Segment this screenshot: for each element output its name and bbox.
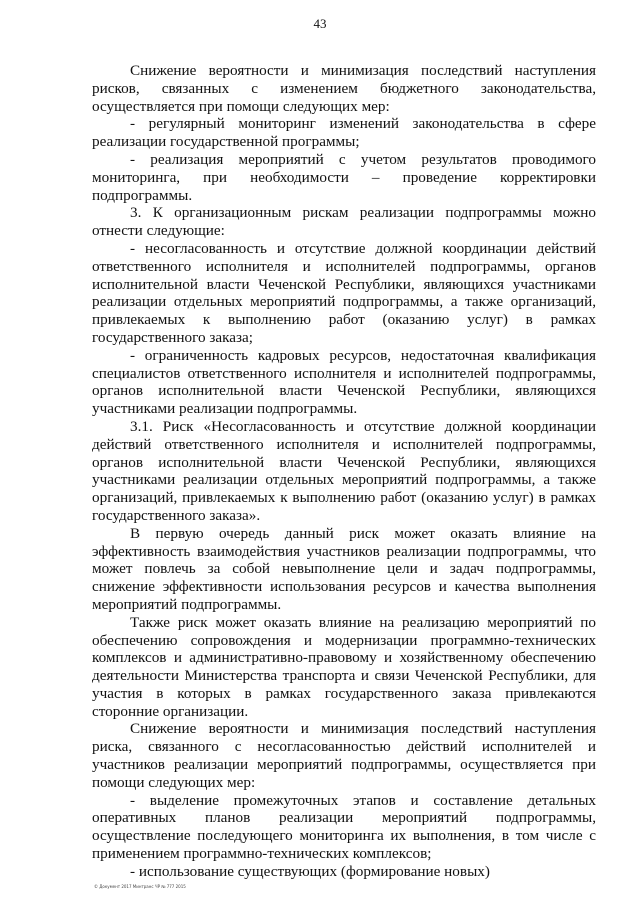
list-item: - выделение промежуточных этапов и составление детальных оперативных планов реализации мероприятий подпрограммы, осуществление последующего мониторинга их выполнения, в том числе с применением программно-технических комплексов;: [92, 791, 596, 863]
list-item: - ограниченность кадровых ресурсов, недостаточная квалификация специалистов ответственного исполнителя и исполнителей подпрограммы, органов исполнительной власти Чеченской Республики, являющихся участниками реализации подпрограммы.: [92, 346, 596, 418]
list-item: - регулярный мониторинг изменений законодательства в сфере реализации государственной программы;: [92, 115, 596, 151]
document-footer: © Документ 2017 Минтранс ЧР № 777 2015: [94, 884, 186, 889]
list-item: - использование существующих (формирование новых): [130, 862, 490, 880]
paragraph: Снижение вероятности и минимизация последствий наступления рисков, связанных с изменением бюджетного законодательства, осуществляется при помощи следующих мер:: [92, 62, 596, 115]
paragraph: 3.1. Риск «Несогласованность и отсутствие должной координации действий ответственного исполнителя и исполнителей подпрограммы, органов исполнительной власти Чеченской Республики, являющихся участниками реализации отдельных мероприятий подпрограммы, а также организаций, привлекаемых к выполнению работ (оказанию услуг) в рамках государственного заказа».: [92, 417, 596, 524]
paragraph: В первую очередь данный риск может оказать влияние на эффективность взаимодействия участников реализации подпрограммы, что может повлечь за собой невыполнение цели и задач подпрограммы, снижение эффективности использования ресурсов и качества выполнения мероприятий подпрограммы.: [92, 524, 596, 613]
paragraph: 3. К организационным рискам реализации подпрограммы можно отнести следующие:: [92, 204, 596, 240]
list-item: - несогласованность и отсутствие должной координации действий ответственного исполнителя и исполнителей подпрограммы, органов исполнительной власти Чеченской Республики, являющихся участниками реализации отдельных мероприятий подпрограммы, а также организаций, привлекаемых к выполнению работ (оказанию услуг) в рамках государственного заказа;: [92, 239, 596, 346]
paragraph: Снижение вероятности и минимизация последствий наступления риска, связанного с несогласованностью действий исполнителей и участников реализации мероприятий подпрограммы, осуществляется при помощи следующих мер:: [92, 720, 596, 791]
paragraph: Также риск может оказать влияние на реализацию мероприятий по обеспечению сопровождения и модернизации программно-технических комплексов и административно-правовому и хозяйственному обеспечению деятельности Министерства транспорта и связи Чеченской Республики, для участия в которых в рамках государственного заказа привлекаются сторонние организации.: [92, 613, 596, 720]
page-number: 43: [313, 16, 327, 31]
document-body: [92, 62, 596, 881]
list-item: - реализация мероприятий с учетом результатов проводимого мониторинга, при необходимости – проведение корректировки подпрограммы.: [92, 150, 596, 204]
